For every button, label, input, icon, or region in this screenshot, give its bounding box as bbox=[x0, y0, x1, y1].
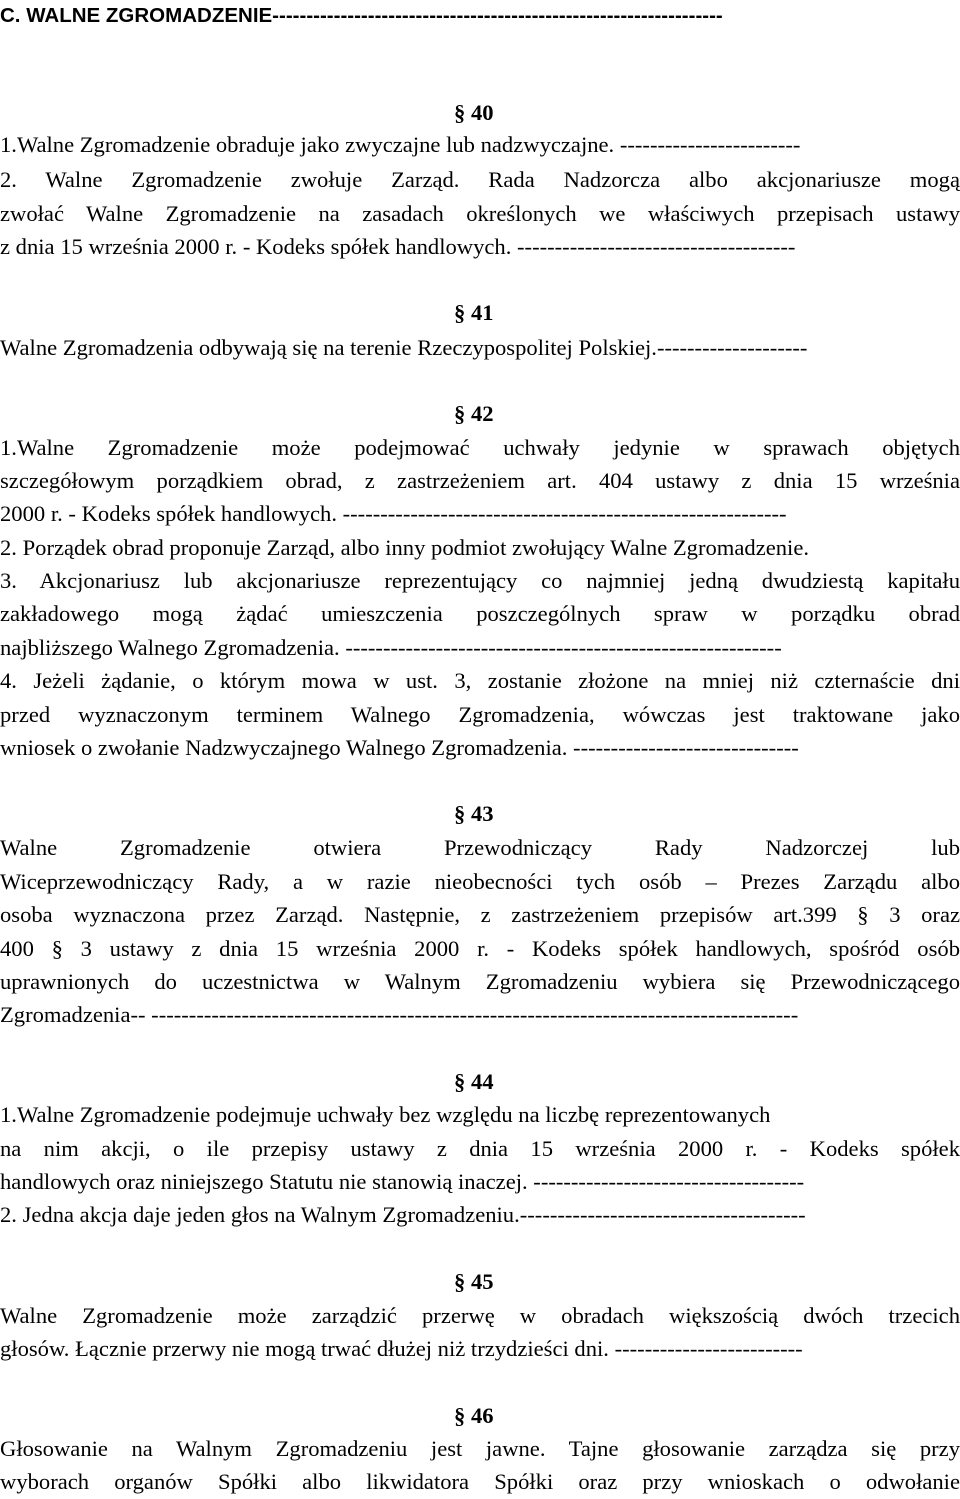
section-42-line-9: przed wyznaczonym terminem Walnego Zgromadzenia, wówczas jest traktowane jako bbox=[0, 702, 960, 727]
section-41-line-1: Walne Zgromadzenia odbywają się na terenie Rzeczypospolitej Polskiej.-------------------- bbox=[0, 335, 808, 360]
section-43-line-1: Walne Zgromadzenie otwiera Przewodniczący Rady Nadzorczej lub bbox=[0, 835, 960, 860]
section-44-line-1: 1.Walne Zgromadzenie podejmuje uchwały bez względu na liczbę reprezentowanych bbox=[0, 1102, 771, 1127]
section-number-41: § 41 bbox=[454, 300, 494, 325]
section-45-line-2: głosów. Łącznie przerwy nie mogą trwać dłużej niż trzydzieści dni. ------------------------- bbox=[0, 1336, 803, 1361]
section-43-line-6: Zgromadzenia-- -------------------------------------------------------------------------------------- bbox=[0, 1002, 799, 1027]
section-40-line-4: z dnia 15 września 2000 r. - Kodeks spółek handlowych. ------------------------------------- bbox=[0, 234, 796, 259]
chapter-heading: C. WALNE ZGROMADZENIE------------------------------------------------------------------ bbox=[0, 4, 723, 27]
section-43-line-2: Wiceprzewodniczący Rady, a w razie nieobecności tych osób – Prezes Zarządu albo bbox=[0, 869, 960, 894]
section-42-line-8: 4. Jeżeli żądanie, o którym mowa w ust. 3, zostanie złożone na mniej niż czternaście dni bbox=[0, 668, 960, 693]
section-42-line-4: 2. Porządek obrad proponuje Zarząd, albo inny podmiot zwołujący Walne Zgromadzenie. bbox=[0, 535, 809, 560]
section-46-line-1: Głosowanie na Walnym Zgromadzeniu jest jawne. Tajne głosowanie zarządza się przy bbox=[0, 1436, 960, 1461]
section-42-line-3: 2000 r. - Kodeks spółek handlowych. ----------------------------------------------------------- bbox=[0, 501, 787, 526]
section-44-line-2: na nim akcji, o ile przepisy ustawy z dnia 15 września 2000 r. - Kodeks spółek bbox=[0, 1136, 960, 1161]
section-43-line-5: uprawnionych do uczestnictwa w Walnym Zgromadzeniu wybiera się Przewodniczącego bbox=[0, 969, 960, 994]
section-46-line-2: wyborach organów Spółki albo likwidatora Spółki oraz przy wnioskach o odwołanie bbox=[0, 1469, 960, 1494]
section-42-line-10: wniosek o zwołanie Nadzwyczajnego Walnego Zgromadzenia. ------------------------------ bbox=[0, 735, 799, 760]
section-42-line-5: 3. Akcjonariusz lub akcjonariusze reprezentujący co najmniej jedną dwudziestą kapitału bbox=[0, 568, 960, 593]
section-number-45: § 45 bbox=[454, 1269, 494, 1294]
section-40-line-3: zwołać Walne Zgromadzenie na zasadach określonych we właściwych przepisach ustawy bbox=[0, 201, 960, 226]
section-45-line-1: Walne Zgromadzenie może zarządzić przerwę w obradach większością dwóch trzecich bbox=[0, 1303, 960, 1328]
section-43-line-4: 400 § 3 ustawy z dnia 15 września 2000 r. - Kodeks spółek handlowych, spośród osób bbox=[0, 936, 960, 961]
section-42-line-2: szczegółowym porządkiem obrad, z zastrzeżeniem art. 404 ustawy z dnia 15 września bbox=[0, 468, 960, 493]
section-number-40: § 40 bbox=[454, 100, 494, 125]
section-43-line-3: osoba wyznaczona przez Zarząd. Następnie, z zastrzeżeniem przepisów art.399 § 3 oraz bbox=[0, 902, 960, 927]
section-number-46: § 46 bbox=[454, 1403, 494, 1428]
section-44-line-4: 2. Jedna akcja daje jeden głos na Walnym Zgromadzeniu.-------------------------------------- bbox=[0, 1202, 806, 1227]
section-number-42: § 42 bbox=[454, 401, 494, 426]
section-42-line-7: najbliższego Walnego Zgromadzenia. ---------------------------------------------------------- bbox=[0, 635, 782, 660]
section-number-43: § 43 bbox=[454, 801, 494, 826]
section-42-line-6: zakładowego mogą żądać umieszczenia poszczególnych spraw w porządku obrad bbox=[0, 601, 960, 626]
section-40-line-2: 2. Walne Zgromadzenie zwołuje Zarząd. Rada Nadzorcza albo akcjonariusze mogą bbox=[0, 167, 960, 192]
section-42-line-1: 1.Walne Zgromadzenie może podejmować uchwały jedynie w sprawach objętych bbox=[0, 435, 960, 460]
section-44-line-3: handlowych oraz niniejszego Statutu nie stanowią inaczej. ------------------------------------ bbox=[0, 1169, 805, 1194]
section-40-line-1: 1.Walne Zgromadzenie obraduje jako zwyczajne lub nadzwyczajne. ------------------------ bbox=[0, 132, 801, 157]
section-number-44: § 44 bbox=[454, 1069, 494, 1094]
